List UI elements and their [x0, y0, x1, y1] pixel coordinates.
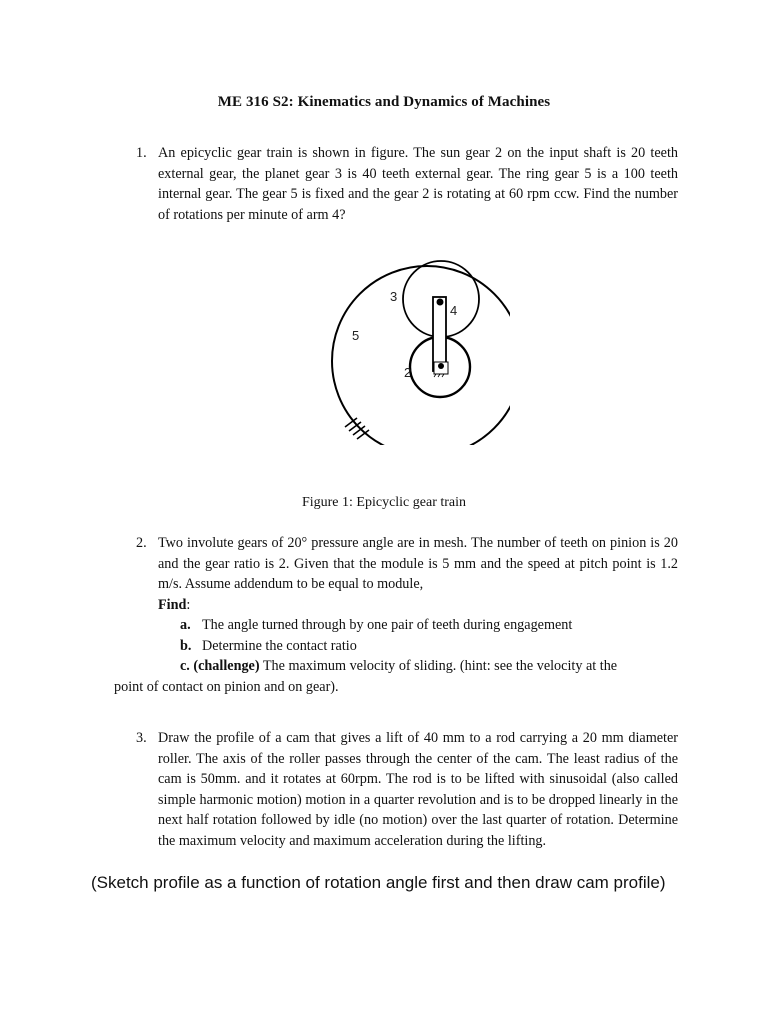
subpart-a-label: a.: [180, 617, 191, 633]
question-number: 2.: [136, 535, 147, 551]
subpart-b-text: Determine the contact ratio: [202, 637, 357, 654]
subpart-c: [158, 656, 678, 677]
arm-4: [433, 297, 446, 371]
subpart-b-label: b.: [180, 637, 192, 654]
label-planet-3: 3: [390, 289, 398, 304]
arm-pivot-top: [437, 299, 444, 306]
subpart-a-text: The angle turned through by one pair of teeth during engagement: [202, 617, 573, 633]
sketch-note: (Sketch profile as a function of rotation angle first and then draw cam profile): [91, 873, 666, 892]
question-text: Draw the profile of a cam that gives a lift of 40 mm to a rod carrying a 20 mm diameter roller. The axis of the roller passes through the center of the cam. The least radius of the cam is 50mm. and it rotates at 60rpm. The rod is to be lifted with sinusoidal (also called simple harmonic motion) motion in a quarter revolution and is to be dropped linearly in the next half rotation followed by idle (no motion) over the last quarter of rotation. Determine the maximum velocity and maximum acceleration during the lifting.: [158, 730, 678, 849]
figure-caption: Figure 1: Epicyclic gear train: [301, 495, 467, 510]
find-heading: [158, 595, 678, 616]
subpart-a: [158, 615, 678, 636]
label-arm-4: 4: [450, 303, 458, 318]
question-2: [114, 533, 678, 697]
ground-hatch: [345, 418, 369, 439]
label-ring-5: 5: [352, 328, 360, 343]
subpart-c-text: The maximum velocity of sliding. (hint: see the velocity at the: [259, 658, 618, 674]
find-label: Find: [158, 596, 187, 613]
question-number: 3.: [136, 730, 147, 746]
find-colon: :: [186, 596, 191, 613]
subpart-b: [158, 636, 678, 657]
question-3: [136, 728, 678, 851]
question-1: [136, 143, 678, 225]
document-title: ME 316 S2: Kinematics and Dynamics of Machines: [217, 94, 551, 110]
question-number: 1.: [136, 145, 147, 161]
question-text: Two involute gears of 20° pressure angle are in mesh. The number of teeth on pinion is 20 and the gear ratio is 2. Given that the module is 5 mm and the speed at pitch point is 1.2 m/s. Assume addendum to be equal to module,: [158, 535, 678, 592]
subpart-c-label: c. (challenge): [180, 658, 260, 674]
epicyclic-gear-train-figure: [330, 255, 510, 445]
ring-gear-5: [332, 266, 510, 445]
sun-center-pin: [438, 363, 444, 369]
subpart-c-continued: point of contact on pinion and on gear).: [114, 678, 339, 695]
label-sun-2: 2: [404, 365, 412, 380]
question-text: An epicyclic gear train is shown in figure. The sun gear 2 on the input shaft is 20 teeth external gear, the planet gear 3 is 40 teeth external gear. The ring gear 5 is a 100 teeth internal gear. The gear 5 is fixed and the gear 2 is rotating at 60 rpm ccw. Find the number of rotations per minute of arm 4?: [158, 145, 678, 223]
